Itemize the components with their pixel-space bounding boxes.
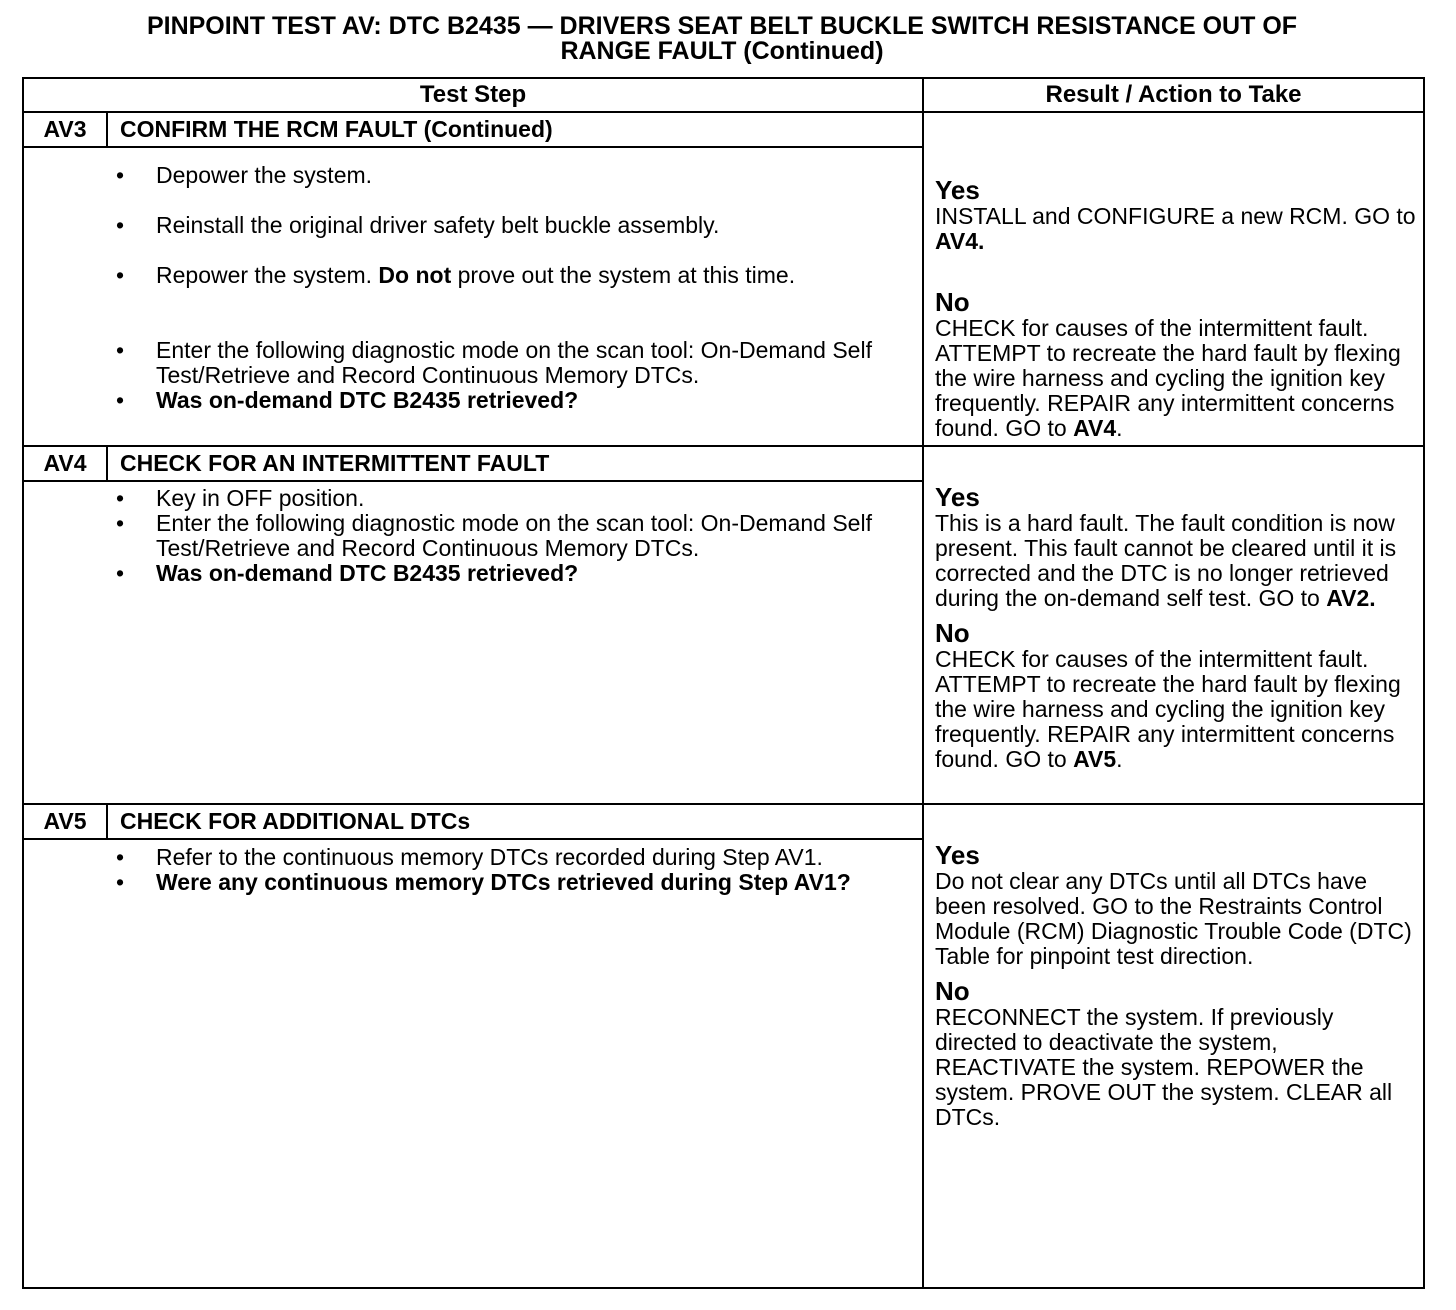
step-title: CHECK FOR AN INTERMITTENT FAULT (120, 450, 550, 476)
step-id: AV3 (24, 113, 108, 146)
header-row (23, 78, 1424, 112)
yes-label: Yes (935, 840, 980, 870)
yes-action: This is a hard fault. The fault condition is now present. This fault cannot be cleared until it is corrected and the DTC is no longer retrieved during the on-demand self test. GO to AV2. (935, 510, 1397, 611)
step-header-av5 (24, 805, 922, 840)
step-id: AV4 (24, 447, 108, 480)
instruction-item: • Refer to the continuous memory DTCs recorded during Step AV1. (156, 845, 902, 870)
test-step-header: Test Step (23, 78, 923, 112)
step-instructions-av3 (24, 163, 922, 413)
yes-action: Do not clear any DTCs until all DTCs have been resolved. GO to the Restraints Control Module (RCM) Diagnostic Trouble Code (DTC) Table for pinpoint test direction. (935, 868, 1412, 969)
step-title: CHECK FOR ADDITIONAL DTCs (120, 808, 471, 834)
yes-label: Yes (935, 175, 980, 205)
page-title (22, 14, 1422, 64)
page-title-line-1: PINPOINT TEST AV: DTC B2435 — DRIVERS SEAT BELT BUCKLE SWITCH RESISTANCE OUT OF (146, 12, 1298, 40)
no-label: No (935, 976, 970, 1006)
step-title: CONFIRM THE RCM FAULT (Continued) (120, 116, 553, 142)
step-header-av3 (24, 113, 922, 148)
pinpoint-test-table (22, 77, 1425, 1289)
no-action: CHECK for causes of the intermittent fault. ATTEMPT to recreate the hard fault by flexing the wire harness and cycling the ignition key frequently. REPAIR any intermittent concerns found. GO to AV4. (935, 315, 1401, 441)
instruction-item: • Repower the system. Do not prove out the system at this time. (156, 263, 902, 288)
instruction-item: • Depower the system. (156, 163, 902, 188)
page-title-line-2: RANGE FAULT (Continued) (560, 37, 884, 65)
no-action: RECONNECT the system. If previously directed to deactivate the system, REACTIVATE the system. REPOWER the system. PROVE OUT the system. CLEAR all DTCs. (935, 1004, 1393, 1130)
question-item: • Was on-demand DTC B2435 retrieved? (156, 561, 902, 586)
step-header-av4 (24, 447, 922, 482)
instruction-item: • Key in OFF position. (156, 486, 902, 511)
result-cell-av3 (923, 112, 1424, 446)
step-row-av5 (23, 804, 1424, 1288)
no-label: No (935, 618, 970, 648)
instruction-item: • Enter the following diagnostic mode on the scan tool: On-Demand Self Test/Retrieve and Record Continuous Memory DTCs. (156, 338, 902, 388)
step-cell-av3 (23, 112, 923, 446)
step-cell-av4 (23, 446, 923, 804)
step-row-av4 (23, 446, 1424, 804)
no-action: CHECK for causes of the intermittent fault. ATTEMPT to recreate the hard fault by flexing the wire harness and cycling the ignition key frequently. REPAIR any intermittent concerns found. GO to AV5. (935, 646, 1401, 772)
step-cell-av5 (23, 804, 923, 1288)
step-instructions-av5 (24, 845, 922, 895)
result-header: Result / Action to Take (923, 78, 1424, 112)
step-instructions-av4 (24, 486, 922, 586)
yes-action: INSTALL and CONFIGURE a new RCM. GO to AV4. (935, 203, 1416, 254)
step-id: AV5 (24, 805, 108, 838)
question-item: • Was on-demand DTC B2435 retrieved? (156, 388, 902, 413)
no-label: No (935, 287, 970, 317)
instruction-item: • Enter the following diagnostic mode on the scan tool: On-Demand Self Test/Retrieve and Record Continuous Memory DTCs. (156, 511, 902, 561)
result-cell-av5 (923, 804, 1424, 1288)
yes-label: Yes (935, 482, 980, 512)
result-cell-av4 (923, 446, 1424, 804)
question-item: • Were any continuous memory DTCs retrieved during Step AV1? (156, 870, 902, 895)
instruction-item: • Reinstall the original driver safety belt buckle assembly. (156, 213, 902, 238)
step-row-av3 (23, 112, 1424, 446)
